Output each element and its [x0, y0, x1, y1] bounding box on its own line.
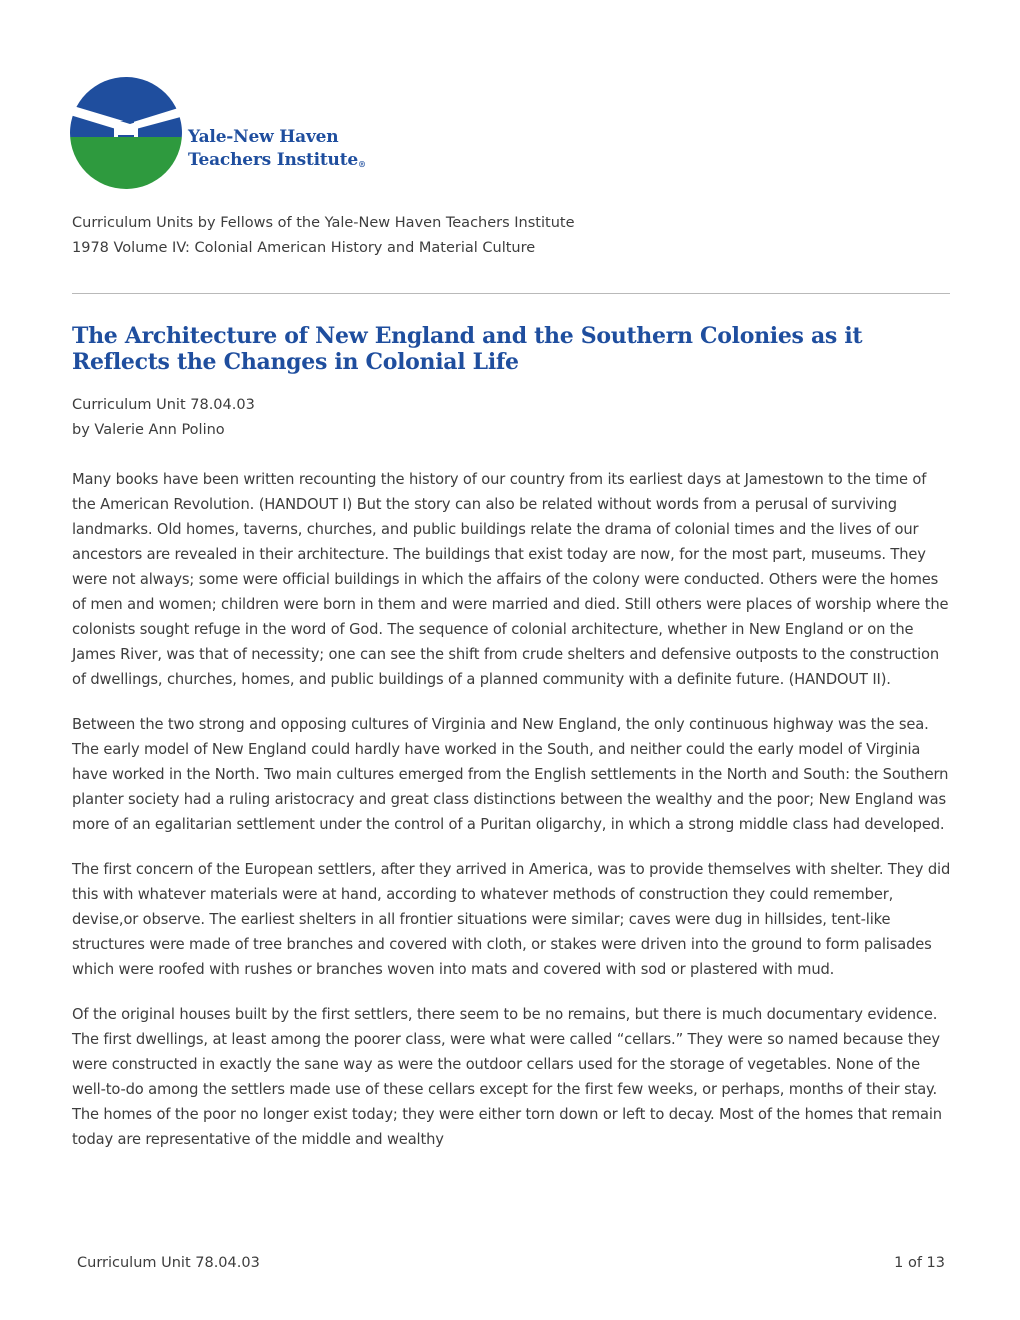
footer-page-number: 1 of 13 — [894, 1255, 945, 1271]
article-body — [72, 467, 952, 1172]
logo-line-2-text: Teachers Institute — [188, 150, 358, 170]
logo-line-1: Yale-New Haven — [188, 127, 339, 147]
series-line-1: Curriculum Units by Fellows of the Yale-New Haven Teachers Institute — [72, 215, 575, 231]
series-line-2: 1978 Volume IV: Colonial American History and Material Culture — [72, 240, 536, 256]
author-byline: by Valerie Ann Polino — [72, 422, 225, 438]
footer-unit: Curriculum Unit 78.04.03 — [77, 1255, 260, 1271]
paragraph-1: Many books have been written recounting the history of our country from its earliest days at Jamestown to the time of the American Revolution. (HANDOUT I) But the story can also be related without words from a perusal of surviving landmarks. Old homes, taverns, churches, and public buildings relate the drama of colonial times and the lives of our ancestors are revealed in their architecture. The buildings that exist today are now, for the most part, museums. They were not always; some were official buildings in which the affairs of the colony were conducted. Others were the homes of men and women; children were born in them and were married and died. Still others were places of worship where the colonists sought refuge in the word of God. The sequence of colonial architecture, whether in New England or on the James River, was that of necessity; one can see the shift from crude shelters and defensive outposts to the construction of dwellings, churches, homes, and public buildings of a planned community with a definite future. (HANDOUT II). — [72, 471, 949, 688]
paragraph-2: Between the two strong and opposing cultures of Virginia and New England, the only continuous highway was the sea. The early model of New England could hardly have worked in the South, and neither could the early model of Virginia have worked in the North. Two main cultures emerged from the English settlements in the North and South: the Southern planter society had a ruling aristocracy and great class distinctions between the wealthy and the poor; New England was more of an egalitarian settlement under the control of a Puritan oligarchy, in which a strong middle class had developed. — [72, 716, 949, 833]
page-title: The Architecture of New England and the Southern Colonies as it Reflects the Changes in Colonial Life — [72, 323, 863, 375]
paragraph-3: The first concern of the European settlers, after they arrived in America, was to provide themselves with shelter. They did this with whatever materials were at hand, according to whatever methods of construction they could remember, devise,or observe. The earliest shelters in all frontier situations were similar; caves were dug in hillsides, tent-like structures were made of tree branches and covered with cloth, or stakes were driven into the ground to form palisades which were roofed with rushes or branches woven into mats and covered with sod or plastered with mud. — [72, 861, 951, 978]
unit-number: Curriculum Unit 78.04.03 — [72, 397, 255, 413]
paragraph-4: Of the original houses built by the first settlers, there seem to be no remains, but there is much documentary evidence. The first dwellings, at least among the poorer class, were what were called “cellars.” They were so named because they were constructed in exactly the sane way as were the outdoor cellars used for the storage of vegetables. None of the well-to-do among the settlers made use of these cellars except for the first few weeks, or perhaps, months of their stay. The homes of the poor no longer exist today; they were either torn down or left to decay. Most of the homes that remain today are representative of the middle and wealthy — [72, 1006, 942, 1148]
registered-mark: ® — [357, 159, 366, 169]
